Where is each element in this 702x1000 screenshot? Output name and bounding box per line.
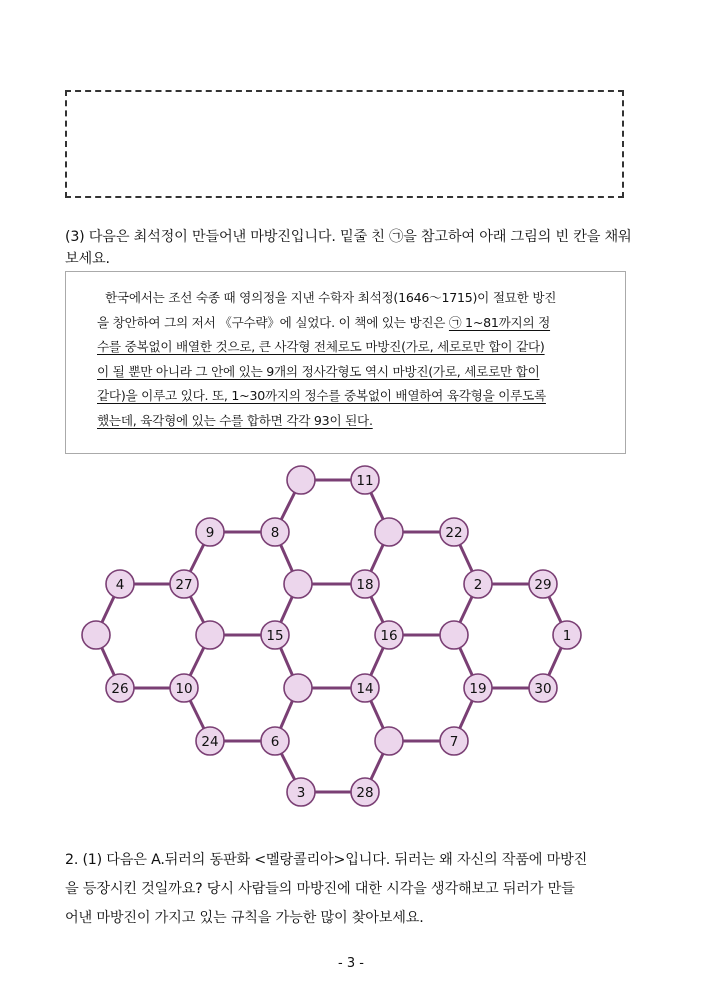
hex-node-number bbox=[106, 570, 134, 598]
circled-mark: ㉠ bbox=[389, 229, 404, 245]
hex-node-label: 4 bbox=[115, 577, 125, 593]
hex-node-number bbox=[375, 621, 403, 649]
hex-node-circle bbox=[82, 621, 110, 649]
question-3-text: (3) 다음은 최석정이 만들어낸 마방진입니다. 밑줄 친 bbox=[65, 229, 390, 245]
hex-node-circle bbox=[375, 727, 403, 755]
hex-edges bbox=[96, 480, 567, 792]
hex-node-number bbox=[529, 570, 557, 598]
hex-node-number bbox=[464, 674, 492, 702]
hex-node-circle bbox=[284, 674, 312, 702]
hex-node-number bbox=[287, 778, 315, 806]
hex-node-label: 3 bbox=[296, 785, 306, 801]
hex-node-number bbox=[261, 621, 289, 649]
hex-node-number bbox=[170, 674, 198, 702]
hex-node-blank[interactable] bbox=[375, 727, 403, 755]
hex-node-number bbox=[351, 466, 379, 494]
hex-node-blank[interactable] bbox=[440, 621, 468, 649]
hex-node-number bbox=[261, 518, 289, 546]
hex-node-number bbox=[440, 727, 468, 755]
hex-node-number bbox=[351, 570, 379, 598]
hex-node-label: 27 bbox=[175, 577, 193, 593]
passage-line: 같다)을 이루고 있다. 또, 1~30까지의 정수를 중복없이 배열하여 육각형을 이루도록 bbox=[97, 388, 546, 403]
hex-node-label: 26 bbox=[111, 681, 129, 697]
passage-line: 했는데, 육각형에 있는 수를 합하면 각각 93이 된다. bbox=[97, 412, 373, 428]
hex-node-label: 10 bbox=[175, 681, 193, 697]
hex-node-label: 28 bbox=[356, 785, 374, 801]
hex-node-circle bbox=[196, 621, 224, 649]
hex-node-number bbox=[351, 778, 379, 806]
hex-node-blank[interactable] bbox=[375, 518, 403, 546]
hex-node-label: 16 bbox=[380, 628, 398, 644]
hex-node-label: 22 bbox=[445, 525, 463, 541]
hex-node-number bbox=[261, 727, 289, 755]
hex-node-label: 24 bbox=[201, 734, 219, 750]
hex-node-circle bbox=[375, 518, 403, 546]
hex-node-circle bbox=[284, 570, 312, 598]
hex-node-label: 29 bbox=[534, 577, 552, 593]
page-number: - 3 - bbox=[338, 956, 364, 971]
passage-line: 을 창안하여 그의 저서 《구수략》에 실었다. 이 책에 있는 방진은 ㉠ 1~81까지의 정 bbox=[97, 314, 551, 330]
hex-node-blank[interactable] bbox=[284, 570, 312, 598]
hex-node-label: 18 bbox=[356, 577, 374, 593]
hex-node-number bbox=[170, 570, 198, 598]
question-3-text-end: 을 참고하여 아래 그림의 빈 칸을 채워보세요. bbox=[65, 229, 632, 267]
question-2-line: 을 등장시킨 것일까요? 당시 사람들의 마방진에 대한 시각을 생각해보고 뒤러가 만들 bbox=[65, 881, 575, 897]
question-2-line: 2. (1) 다음은 A.뒤러의 동판화 <멜랑콜리아>입니다. 뒤러는 왜 자신의 작품에 마방진 bbox=[65, 852, 588, 868]
hex-node-number bbox=[553, 621, 581, 649]
hex-node-label: 15 bbox=[266, 628, 284, 644]
hex-node-blank[interactable] bbox=[284, 674, 312, 702]
hex-node-label: 2 bbox=[473, 577, 483, 593]
hex-node-number bbox=[440, 518, 468, 546]
question-2-line: 어낸 마방진이 가지고 있는 규칙을 가능한 많이 찾아보세요. bbox=[65, 910, 424, 926]
passage-line: 한국에서는 조선 숙종 때 영의정을 지낸 수학자 최석정(1646～1715)이 절묘한 방진 bbox=[105, 290, 557, 305]
hex-nodes bbox=[82, 466, 581, 806]
hex-node-number bbox=[106, 674, 134, 702]
hex-node-number bbox=[196, 727, 224, 755]
hex-node-label: 11 bbox=[356, 473, 374, 489]
hex-node-blank[interactable] bbox=[82, 621, 110, 649]
hex-node-circle bbox=[440, 621, 468, 649]
hex-node-number bbox=[196, 518, 224, 546]
hex-node-circle bbox=[287, 466, 315, 494]
hex-node-number bbox=[529, 674, 557, 702]
passage-line: 수를 중복없이 배열한 것으로, 큰 사각형 전체로도 마방진(가로, 세로로만 합이 같다) bbox=[97, 339, 545, 354]
hex-node-label: 7 bbox=[449, 734, 459, 750]
hex-node-blank[interactable] bbox=[287, 466, 315, 494]
hex-node-number bbox=[464, 570, 492, 598]
hex-node-label: 1 bbox=[562, 628, 572, 644]
hex-node-label: 30 bbox=[534, 681, 552, 697]
hex-node-label: 8 bbox=[270, 525, 280, 541]
hex-node-label: 19 bbox=[469, 681, 487, 697]
question-2 bbox=[65, 846, 640, 933]
hex-node-label: 6 bbox=[270, 734, 280, 750]
passage-line: 이 될 뿐만 아니라 그 안에 있는 9개의 정사각형도 역시 마방진(가로, 세로로만 합이 bbox=[97, 363, 540, 379]
hex-node-number bbox=[351, 674, 379, 702]
hex-node-label: 9 bbox=[205, 525, 215, 541]
hex-node-label: 14 bbox=[356, 681, 374, 697]
hex-node-blank[interactable] bbox=[196, 621, 224, 649]
